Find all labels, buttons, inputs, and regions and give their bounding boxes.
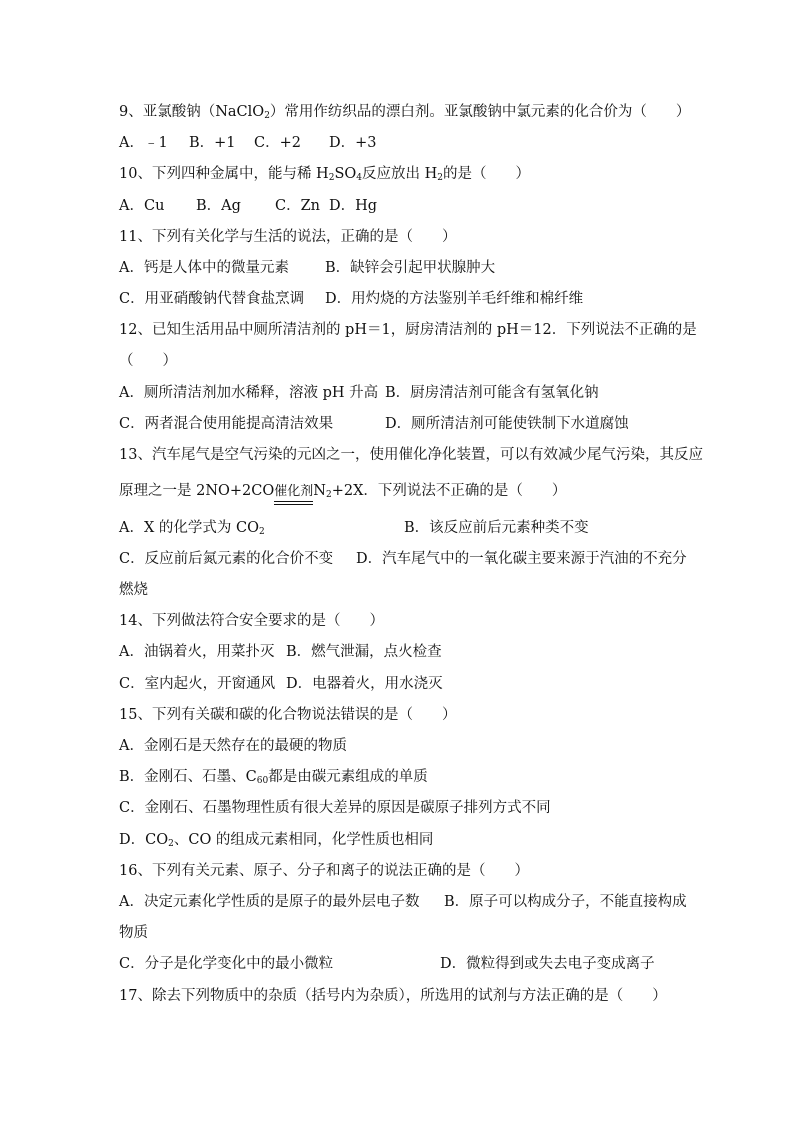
q9-stem: 9、亚氯酸钠（NaClO$_2$）常用作纺织品的漂白剂。亚氯酸钠中氯元素的化合价为（ ）	[119, 104, 691, 121]
q15-option-c: C．金刚石、石墨物理性质有很大差异的原因是碳原子排列方式不同	[119, 800, 551, 816]
q15-option-b: B．金刚石、石墨、$C_{60}$都是由碳元素组成的单质	[119, 769, 428, 786]
q17-stem: 17、除去下列物质中的杂质（括号内为杂质），所选用的试剂与方法正确的是（ ）	[119, 988, 667, 1004]
q14-option-d: D．电器着火，用水浇灭	[286, 676, 443, 692]
q9-option-c: C．+2	[254, 135, 301, 151]
q11-option-a: A．钙是人体中的微量元素	[119, 260, 289, 276]
q14-stem: 14、下列做法符合安全要求的是（ ）	[119, 613, 384, 629]
q16-option-b-cont: 物质	[119, 925, 148, 941]
q13-option-c: C．反应前后氮元素的化合价不变	[119, 551, 334, 567]
q16-option-d: D．微粒得到或失去电子变成离子	[440, 956, 655, 972]
q13-stem: 13、汽车尾气是空气污染的元凶之一，使用催化净化装置，可以有效减少尾气污染，其反应	[119, 447, 703, 463]
q11-option-d: D．用灼烧的方法鉴别羊毛纤维和棉纤维	[325, 291, 584, 307]
q9-option-a: A．﹣1	[119, 135, 168, 151]
q14-option-a: A．油锅着火，用菜扑灭	[119, 644, 275, 660]
q10-option-a: A．Cu	[119, 198, 165, 214]
q10-option-d: D．Hg	[329, 198, 378, 214]
q9-option-b: B．+1	[189, 135, 236, 151]
q11-option-c: C．用亚硝酸钠代替食盐烹调	[119, 291, 305, 307]
q9-option-d: D．+3	[329, 135, 377, 151]
q14-option-b: B．燃气泄漏，点火检查	[286, 644, 442, 660]
q11-option-b: B．缺锌会引起甲状腺肿大	[325, 260, 496, 276]
q13-option-d: D．汽车尾气中的一氧化碳主要来源于汽油的不充分	[356, 551, 687, 567]
q15-option-a: A．金刚石是天然存在的最硬的物质	[119, 738, 347, 754]
q13-catalyst-condition: 催化剂	[274, 484, 314, 499]
q10-option-c: C．Zn	[275, 198, 321, 214]
q12-option-b: B．厨房清洁剂可能含有氢氧化钠	[385, 385, 599, 401]
q10-stem: 10、下列四种金属中，能与稀 $H_2SO_4$反应放出 $H_2$的是（ ）	[119, 166, 531, 183]
q13-option-d-cont: 燃烧	[119, 582, 148, 598]
q12-option-a: A．厕所清洁剂加水稀释，溶液 pH 升高	[119, 385, 379, 401]
q13-option-a: A．X 的化学式为 $CO_2$	[119, 520, 265, 537]
q15-stem: 15、下列有关碳和碳的化合物说法错误的是（ ）	[119, 707, 457, 723]
q16-option-c: C．分子是化学变化中的最小微粒	[119, 956, 334, 972]
q12-stem-cont: （ ）	[119, 353, 177, 369]
q12-option-c: C．两者混合使用能提高清洁效果	[119, 416, 334, 432]
q13-equation-line: 原理之一是 2NO+2CO催化剂$N_2+2X$．下列说法不正确的是（ ）	[119, 483, 567, 500]
q13-option-b: B．该反应前后元素种类不变	[404, 520, 589, 536]
q14-option-c: C．室内起火，开窗通风	[119, 676, 276, 692]
q16-option-b: B．原子可以构成分子，不能直接构成	[444, 894, 687, 910]
q12-option-d: D．厕所清洁剂可能使铁制下水道腐蚀	[385, 416, 629, 432]
q16-stem: 16、下列有关元素、原子、分子和离子的说法正确的是（ ）	[119, 863, 529, 879]
q11-stem: 11、下列有关化学与生活的说法，正确的是（ ）	[119, 229, 457, 245]
q16-option-a: A．决定元素化学性质的是原子的最外层电子数	[119, 894, 420, 910]
q10-option-b: B．Ag	[196, 198, 241, 214]
q15-option-d: D．$CO_2$、CO 的组成元素相同，化学性质也相同	[119, 832, 434, 849]
q12-stem: 12、已知生活用品中厕所清洁剂的 pH＝1，厨房清洁剂的 pH＝12．下列说法不正确的是	[119, 322, 697, 338]
